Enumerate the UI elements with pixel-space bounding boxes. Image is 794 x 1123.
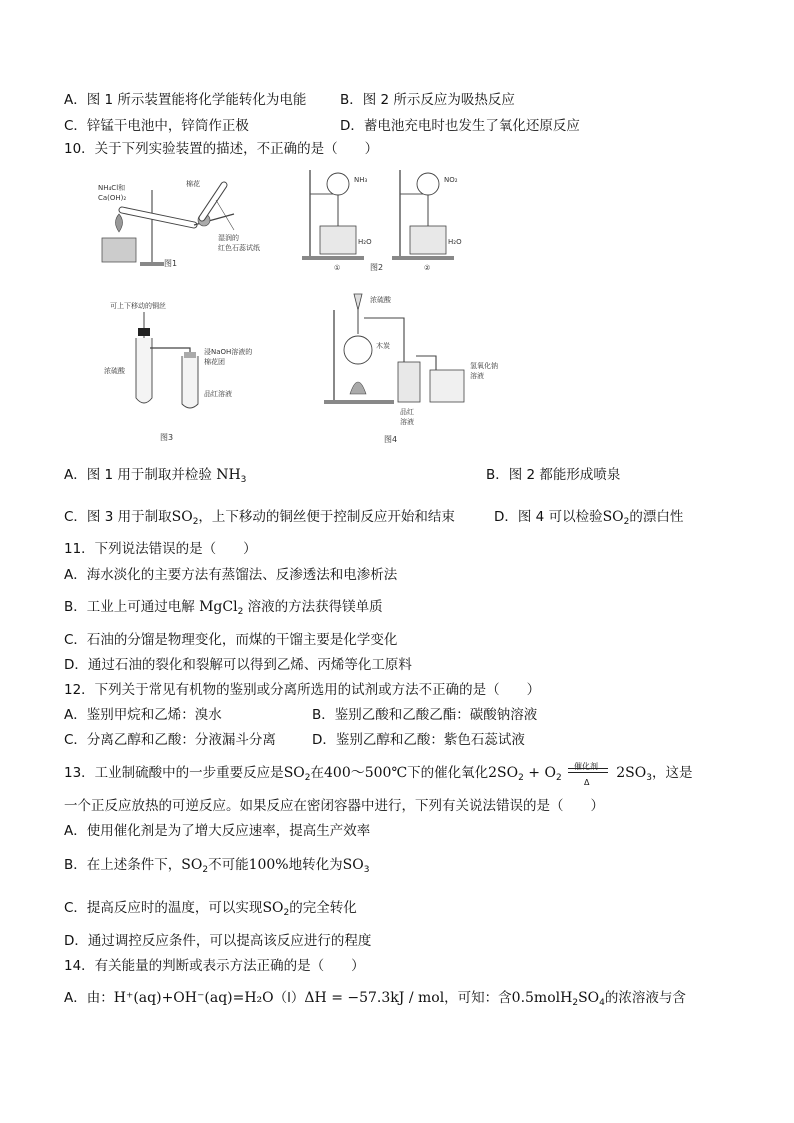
figure-2: [296, 164, 476, 274]
q14-a-text: A．由：: [64, 990, 114, 1006]
fig2-label-2: ②: [424, 264, 431, 272]
q10-stem: 10．关于下列实验装置的描述，不正确的是（ ）: [64, 141, 379, 157]
q14-a-text-3: 的浓溶液与含: [604, 990, 686, 1006]
q13-b-formula-2: SO: [342, 857, 364, 873]
fig3-cotton-label-2: 棉花团: [204, 358, 225, 366]
q13-b-text-2: 不可能: [208, 857, 249, 873]
q13-option-c: [64, 899, 357, 922]
q14-a-equation: H⁺(aq)+OH⁻(aq)=H₂O: [113, 990, 274, 1006]
fig3-acid-label: 浓硫酸: [104, 367, 125, 375]
q13-eq-plus: + O: [523, 765, 556, 781]
q13-option-a: A．使用催化剂是为了增大反应速率，提高生产效率: [64, 823, 371, 839]
q11-b-sub: 2: [237, 607, 244, 617]
q9-option-a: A．图 1 所示装置能将化学能转化为电能: [64, 92, 307, 108]
q13-c-formula: SO: [262, 900, 284, 916]
q13-stem-sub: 2: [304, 773, 311, 783]
q14-a-sub-2: 4: [599, 998, 605, 1008]
q13-stem-text: 13．工业制硫酸中的一步重要反应是: [64, 765, 284, 781]
fig1-caption: 图1: [164, 259, 178, 268]
q13-stem-text-3: 下的催化氧化: [407, 765, 489, 781]
q13-c-sub: 2: [283, 908, 290, 918]
q10-a-formula: NH: [216, 467, 241, 483]
fig2-water-label-2: H₂O: [448, 238, 462, 246]
q13-eq-right-sub: 3: [646, 773, 652, 783]
q11-option-a: A．海水淡化的主要方法有蒸馏法、反渗透法和电渗析法: [64, 567, 398, 583]
fig2-label-1: ①: [334, 264, 341, 272]
fig2-gas-label-1: NH₃: [354, 176, 368, 184]
q10-d-text: D．图 4 可以检验: [494, 509, 603, 525]
q11-stem: 11．下列说法错误的是（ ）: [64, 541, 257, 557]
q13-temperature: 400～500℃: [324, 765, 408, 781]
q13-stem: [64, 764, 692, 787]
q13-c-text-2: 的完全转化: [289, 900, 357, 916]
q11-option-c: C．石油的分馏是物理变化，而煤的干馏主要是化学变化: [64, 632, 398, 648]
figure-4-drawing: [320, 290, 530, 448]
q10-c-text-2: ，上下移动的铜丝便于控制反应开始和结束: [198, 509, 455, 525]
q13-eq-left: 2SO: [488, 765, 519, 781]
q10-option-a: [64, 466, 246, 489]
q12-option-d: D．鉴别乙醇和乙酸：紫色石蕊试液: [312, 732, 525, 748]
q11-b-text: B．工业上可通过电解: [64, 599, 200, 615]
q14-a-text-2: ，可知：含: [444, 990, 512, 1006]
q13-heat-label: Δ: [583, 778, 590, 787]
q10-option-d: [494, 508, 683, 531]
fig1-cotton-label: 棉花: [186, 180, 200, 188]
q9-option-c: C．锌锰干电池中，锌筒作正极: [64, 118, 249, 134]
figure-2-drawing: [296, 164, 476, 274]
fig2-caption: 图2: [370, 263, 384, 272]
q13-c-text: C．提高反应时的温度，可以实现: [64, 900, 263, 916]
q12-option-a: A．鉴别甲烷和乙烯：溴水: [64, 707, 222, 723]
figure-3: [104, 298, 294, 448]
figure-3-drawing: [104, 298, 294, 448]
q13-reversible-arrow: [566, 762, 612, 787]
fig1-reagent-label-2: Ca(OH)₂: [98, 194, 127, 202]
q13-catalyst-label: 催化剂: [573, 762, 598, 771]
q9-option-b: B．图 2 所示反应为吸热反应: [340, 92, 515, 108]
q11-option-d: D．通过石油的裂化和裂解可以得到乙烯、丙烯等化工原料: [64, 657, 412, 673]
q13-option-d: D．通过调控反应条件，可以提高该反应进行的程度: [64, 933, 372, 949]
fig2-water-label-1: H₂O: [358, 238, 372, 246]
fig4-naoh-label-2: 溶液: [470, 372, 484, 380]
fig3-pinhong-label: 品红溶液: [204, 390, 232, 398]
q13-b-text: B．在上述条件下，: [64, 857, 182, 873]
fig4-carbon-label: 木炭: [376, 342, 390, 350]
q13-stem-text-2: 在: [310, 765, 324, 781]
q13-b-percent: 100%: [248, 857, 289, 873]
fig2-gas-label-2: NO₂: [444, 176, 458, 184]
fig4-pinhong-label-2: 溶液: [400, 418, 414, 426]
fig3-wire-label: 可上下移动的铜丝: [110, 302, 166, 310]
q13-option-b: [64, 856, 369, 879]
q14-a-sub-1: 2: [572, 998, 579, 1008]
fig1-paper-label-2: 红色石蕊试纸: [218, 244, 260, 252]
q13-eq-o-sub: 2: [555, 773, 562, 783]
fig4-acid-label: 浓硫酸: [370, 296, 391, 304]
fig1-paper-label: 湿润的: [218, 234, 239, 242]
q13-b-sub-2: 3: [363, 865, 370, 875]
fig4-pinhong-label: 品红: [400, 408, 414, 416]
q13-b-formula: SO: [181, 857, 203, 873]
q13-eq-right: 2SO: [616, 765, 647, 781]
q14-option-a: [64, 989, 686, 1012]
q10-d-sub: 2: [623, 517, 630, 527]
q13-stem-formula: SO: [283, 765, 305, 781]
q10-option-b: B．图 2 都能形成喷泉: [486, 467, 621, 483]
q14-stem: 14．有关能量的判断或表示方法正确的是（ ）: [64, 958, 365, 974]
q14-a-state: （l）: [273, 990, 305, 1006]
q14-a-enthalpy: ΔH = −57.3kJ / mol: [304, 990, 445, 1006]
fig4-naoh-label: 氢氧化钠: [470, 362, 498, 370]
q12-option-b: B．鉴别乙酸和乙酸乙酯：碳酸钠溶液: [312, 707, 538, 723]
q10-d-text-2: 的漂白性: [629, 509, 684, 525]
q10-option-c: [64, 508, 455, 531]
q13-b-text-3: 地转化为: [288, 857, 343, 873]
q12-stem: 12．下列关于常见有机物的鉴别或分离所选用的试剂或方法不正确的是（ ）: [64, 682, 541, 698]
q10-a-text: A．图 1 用于制取并检验: [64, 467, 217, 483]
q14-a-so: SO: [578, 990, 600, 1006]
q13-eq-left-sub: 2: [518, 773, 524, 783]
q13-stem-line-2: 一个正反应放热的可逆反应。如果反应在密闭容器中进行，下列有关说法错误的是（ ）: [64, 798, 604, 814]
q14-a-amount: 0.5molH: [511, 990, 573, 1006]
q13-stem-end: ，这是: [651, 765, 693, 781]
q10-c-text: C．图 3 用于制取: [64, 509, 172, 525]
q10-c-sub: 2: [192, 517, 199, 527]
q10-a-sub: 3: [240, 475, 247, 485]
q12-option-c: C．分离乙醇和乙酸：分液漏斗分离: [64, 732, 276, 748]
fig3-caption: 图3: [160, 433, 174, 442]
q11-option-b: [64, 598, 383, 621]
figure-1-drawing: [94, 170, 294, 270]
figure-4: [320, 290, 530, 448]
q11-b-text-2: 溶液的方法获得镁单质: [243, 599, 383, 615]
q11-b-formula: MgCl: [199, 599, 238, 615]
q10-c-formula: SO: [171, 509, 193, 525]
q13-b-sub: 2: [202, 865, 209, 875]
q9-option-d: D．蓄电池充电时也发生了氧化还原反应: [340, 118, 580, 134]
figure-1: [94, 170, 294, 270]
fig4-caption: 图4: [384, 435, 398, 444]
q10-d-formula: SO: [602, 509, 624, 525]
fig3-cotton-label: 浸NaOH溶液的: [204, 348, 253, 356]
fig1-reagent-label: NH₄Cl和: [98, 184, 126, 192]
